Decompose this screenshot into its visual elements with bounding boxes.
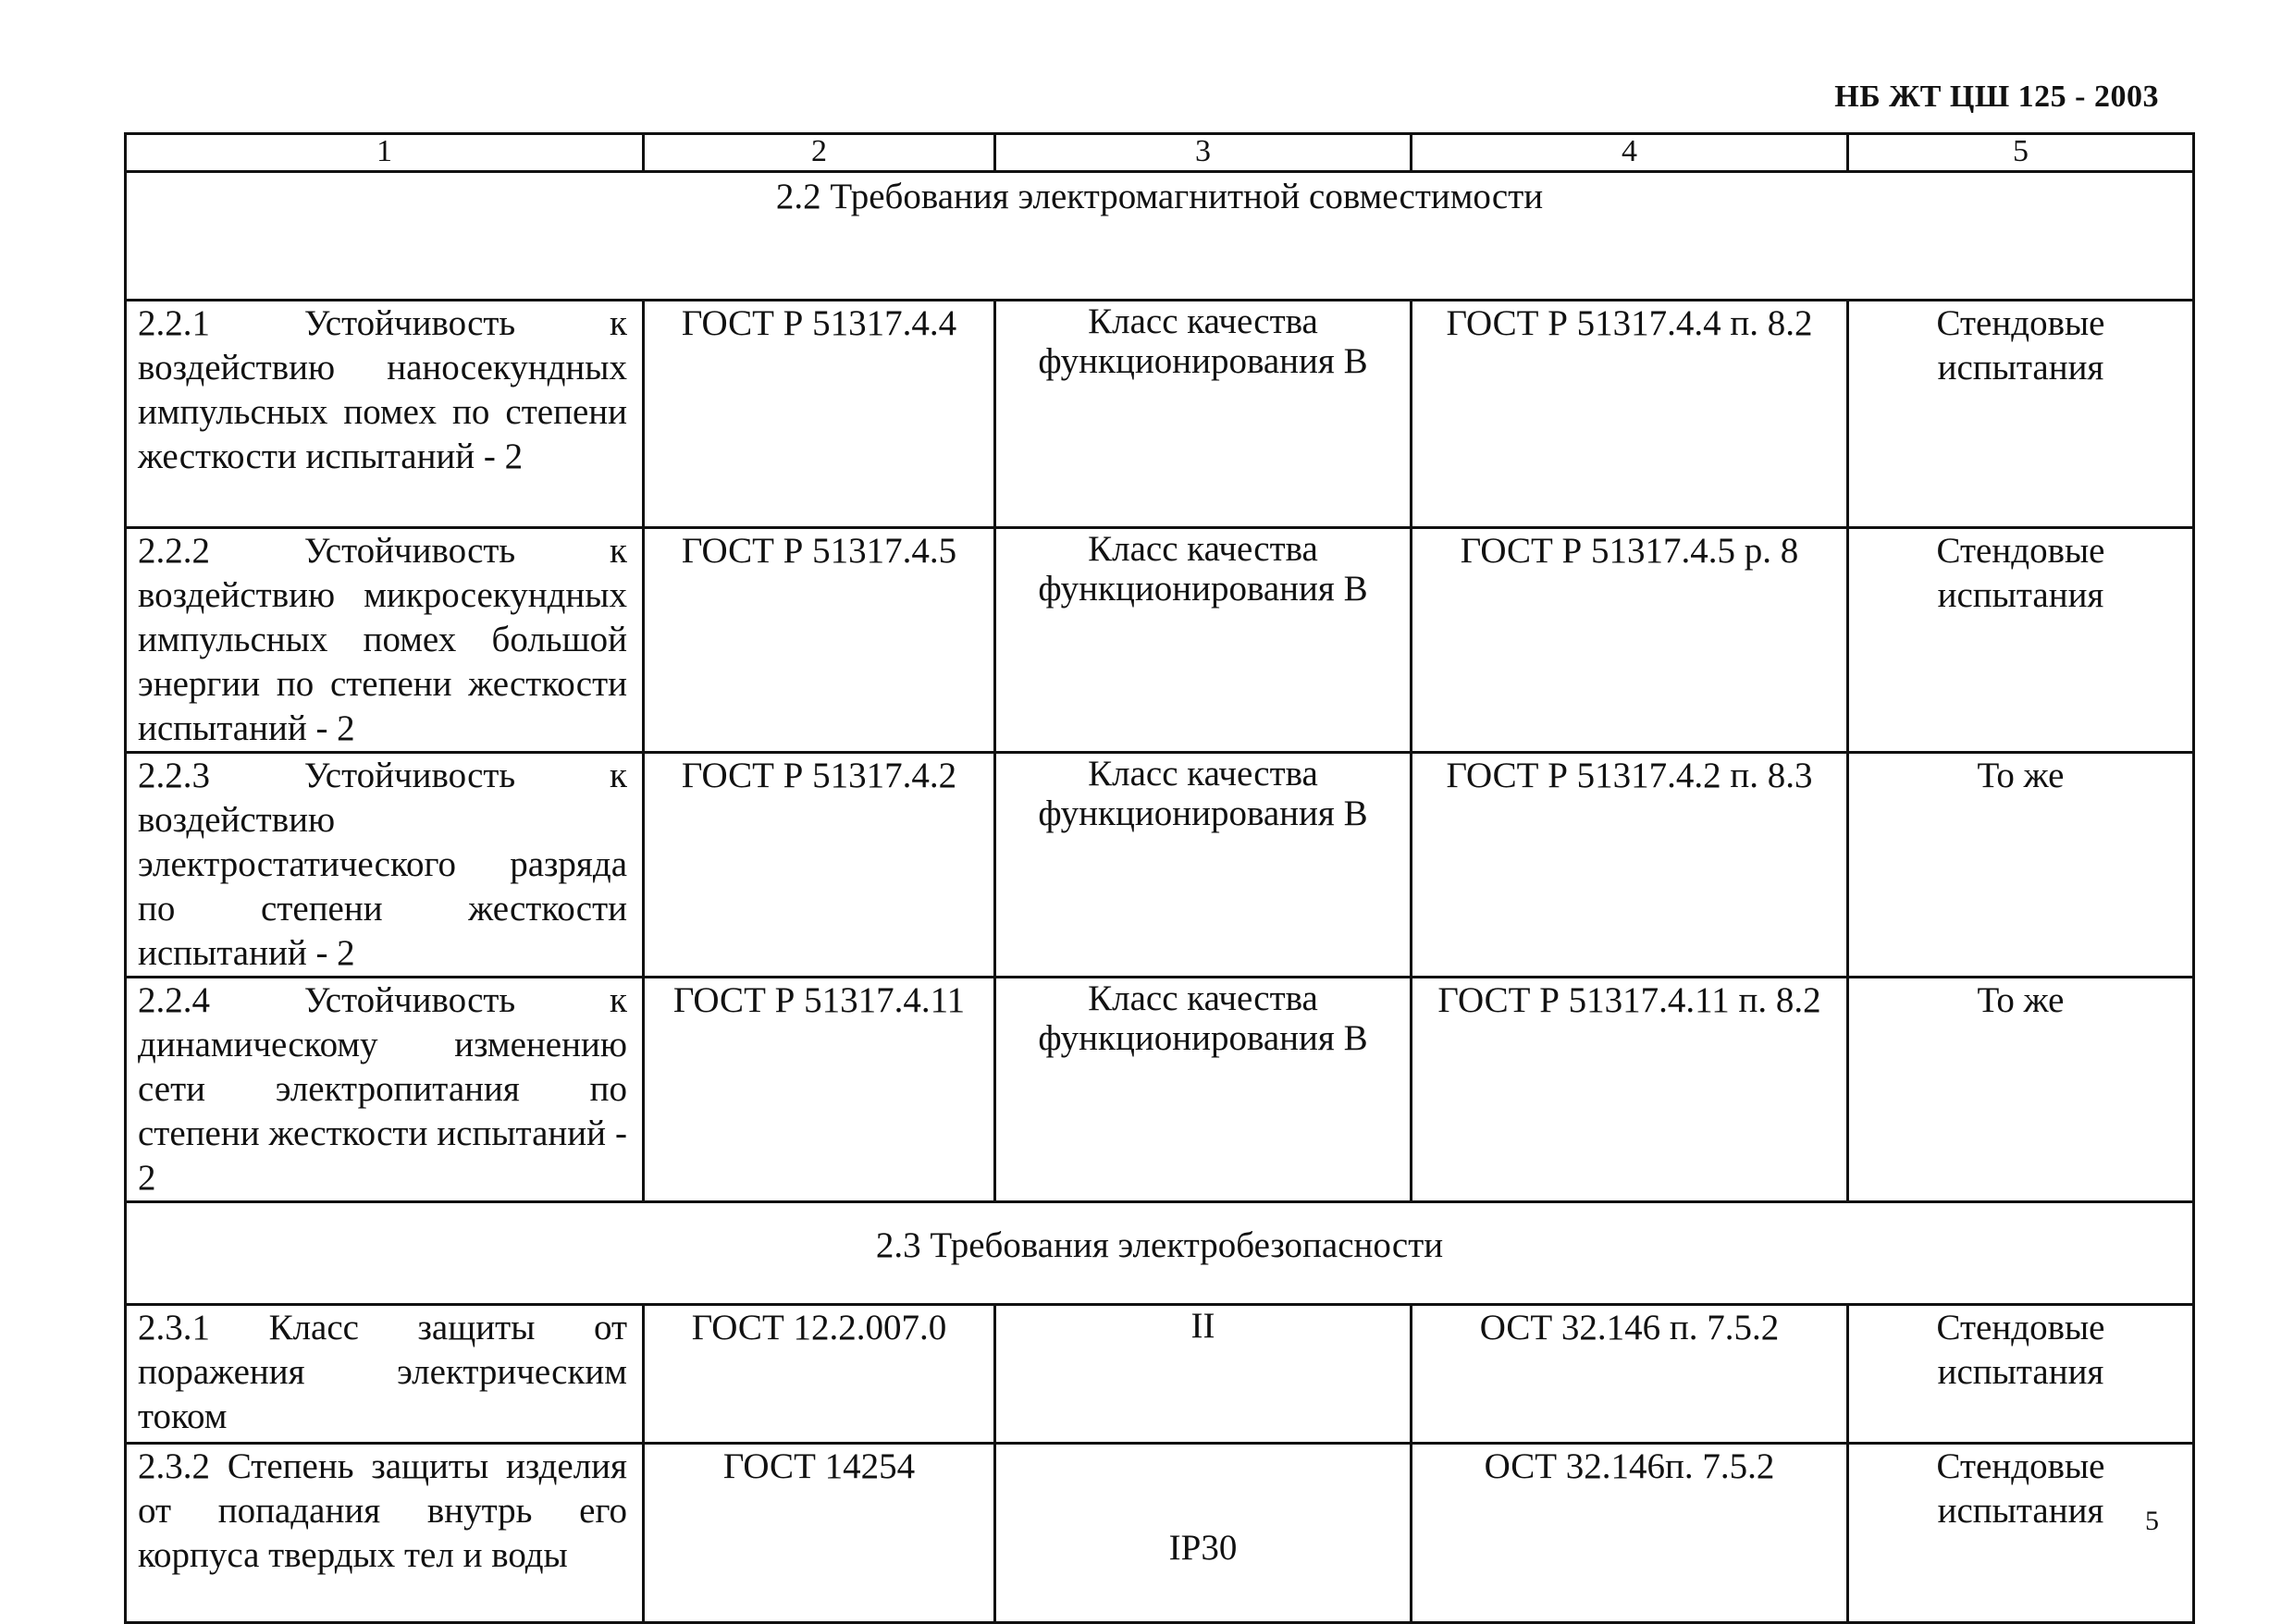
table-row	[126, 1305, 2194, 1444]
column-number: 2	[644, 134, 995, 172]
requirements-table	[124, 132, 2195, 1624]
value-cell: Класс качества функционирования В	[995, 528, 1412, 753]
value-cell: II	[995, 1305, 1412, 1444]
standard-cell: ГОСТ Р 51317.4.5	[644, 528, 995, 753]
method-cell: ГОСТ Р 51317.4.2 п. 8.3	[1412, 753, 1848, 978]
requirement-cell: 2.2.2 Устойчивость к воздействию микросекундных импульсных помех большой энергии по степени жесткости испытаний - 2	[126, 528, 644, 753]
value-text: IP30	[1168, 1528, 1238, 1568]
column-number-row	[126, 134, 2194, 172]
standard-cell: ГОСТ Р 51317.4.4	[644, 301, 995, 528]
standard-cell: ГОСТ Р 51317.4.11	[644, 978, 995, 1202]
document-code: НБ ЖТ ЦШ 125 - 2003	[1834, 80, 2159, 114]
test-cell: То же	[1848, 978, 2194, 1202]
value-cell: Класс качества функционирования В	[995, 753, 1412, 978]
test-cell: Стендовые испытания	[1848, 301, 2194, 528]
table-row	[126, 301, 2194, 528]
requirement-cell: 2.2.4 Устойчивость к динамическому изменению сети электропитания по степени жесткости испытаний - 2	[126, 978, 644, 1202]
page-number: 5	[2145, 1506, 2159, 1536]
table-row	[126, 528, 2194, 753]
requirement-cell: 2.3.2 Степень защиты изделия от попадания внутрь его корпуса твердых тел и воды	[126, 1444, 644, 1623]
table-row	[126, 1444, 2194, 1623]
requirement-cell: 2.2.3 Устойчивость к воздействию электростатического разряда по степени жесткости испытаний - 2	[126, 753, 644, 978]
value-cell: Класс качества функционирования В	[995, 301, 1412, 528]
section-title	[126, 172, 2194, 301]
standard-cell: ГОСТ Р 51317.4.2	[644, 753, 995, 978]
section-title-text: 2.2 Требования электромагнитной совместимости	[775, 177, 1544, 216]
method-cell: ГОСТ Р 51317.4.5 р. 8	[1412, 528, 1848, 753]
requirement-cell: 2.3.1 Класс защиты от поражения электрическим током	[126, 1305, 644, 1444]
standard-cell: ГОСТ 12.2.007.0	[644, 1305, 995, 1444]
method-cell: ОСТ 32.146п. 7.5.2	[1412, 1444, 1848, 1623]
method-cell: ГОСТ Р 51317.4.11 п. 8.2	[1412, 978, 1848, 1202]
table-row	[126, 753, 2194, 978]
value-cell	[995, 1444, 1412, 1623]
section-title: 2.3 Требования электробезопасности	[126, 1202, 2194, 1305]
test-cell: То же	[1848, 753, 2194, 978]
section-header-row	[126, 1202, 2194, 1305]
value-cell: Класс качества функционирования В	[995, 978, 1412, 1202]
test-cell: Стендовые испытания	[1848, 1305, 2194, 1444]
column-number: 4	[1412, 134, 1848, 172]
section-header-row	[126, 172, 2194, 301]
table-row	[126, 978, 2194, 1202]
test-cell: Стендовые испытания	[1848, 528, 2194, 753]
column-number: 1	[126, 134, 644, 172]
test-cell: Стендовые испытания	[1848, 1444, 2194, 1623]
standard-cell: ГОСТ 14254	[644, 1444, 995, 1623]
column-number: 3	[995, 134, 1412, 172]
method-cell: ОСТ 32.146 п. 7.5.2	[1412, 1305, 1848, 1444]
column-number: 5	[1848, 134, 2194, 172]
method-cell: ГОСТ Р 51317.4.4 п. 8.2	[1412, 301, 1848, 528]
requirement-cell: 2.2.1 Устойчивость к воздействию наносекундных импульсных помех по степени жесткости испытаний - 2	[126, 301, 644, 528]
